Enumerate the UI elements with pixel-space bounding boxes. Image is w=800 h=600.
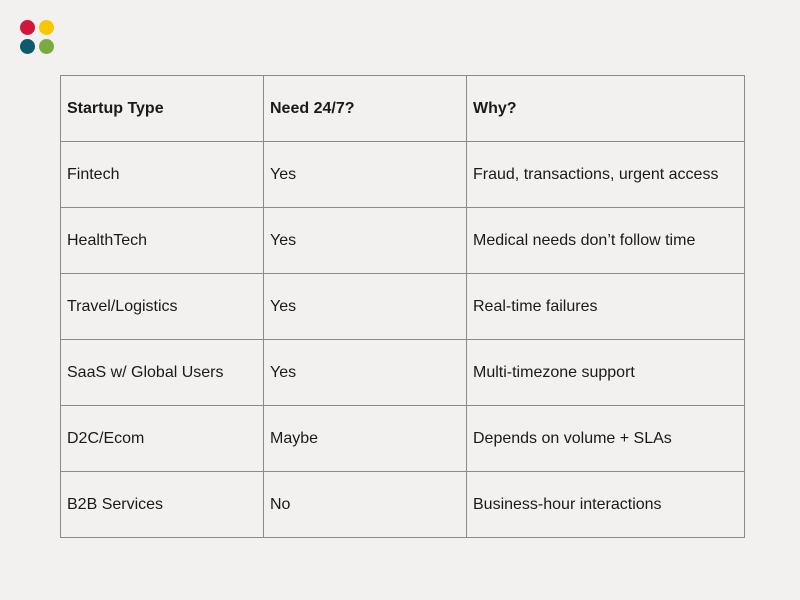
comparison-table xyxy=(60,75,745,538)
cell-need-24-7: Yes xyxy=(264,340,467,406)
table-row xyxy=(61,406,745,472)
cell-startup-type: B2B Services xyxy=(61,472,264,538)
table-row xyxy=(61,472,745,538)
logo-dot-teal xyxy=(20,39,35,54)
cell-need-24-7: Yes xyxy=(264,208,467,274)
cell-need-24-7: Yes xyxy=(264,274,467,340)
cell-why: Business-hour interactions xyxy=(467,472,745,538)
cell-need-24-7: No xyxy=(264,472,467,538)
header-why: Why? xyxy=(467,76,745,142)
brand-logo xyxy=(20,20,56,56)
logo-dot-green xyxy=(39,39,54,54)
cell-why: Medical needs don’t follow time xyxy=(467,208,745,274)
cell-startup-type: HealthTech xyxy=(61,208,264,274)
cell-why: Fraud, transactions, urgent access xyxy=(467,142,745,208)
table-row xyxy=(61,142,745,208)
logo-dot-red xyxy=(20,20,35,35)
cell-need-24-7: Yes xyxy=(264,142,467,208)
cell-startup-type: Fintech xyxy=(61,142,264,208)
cell-why: Real-time failures xyxy=(467,274,745,340)
cell-startup-type: Travel/Logistics xyxy=(61,274,264,340)
logo-dot-yellow xyxy=(39,20,54,35)
cell-startup-type: SaaS w/ Global Users xyxy=(61,340,264,406)
cell-why: Multi-timezone support xyxy=(467,340,745,406)
header-need-24-7: Need 24/7? xyxy=(264,76,467,142)
cell-need-24-7: Maybe xyxy=(264,406,467,472)
header-startup-type: Startup Type xyxy=(61,76,264,142)
table-row xyxy=(61,208,745,274)
table-header-row xyxy=(61,76,745,142)
table-row xyxy=(61,340,745,406)
cell-why: Depends on volume + SLAs xyxy=(467,406,745,472)
table-row xyxy=(61,274,745,340)
cell-startup-type: D2C/Ecom xyxy=(61,406,264,472)
